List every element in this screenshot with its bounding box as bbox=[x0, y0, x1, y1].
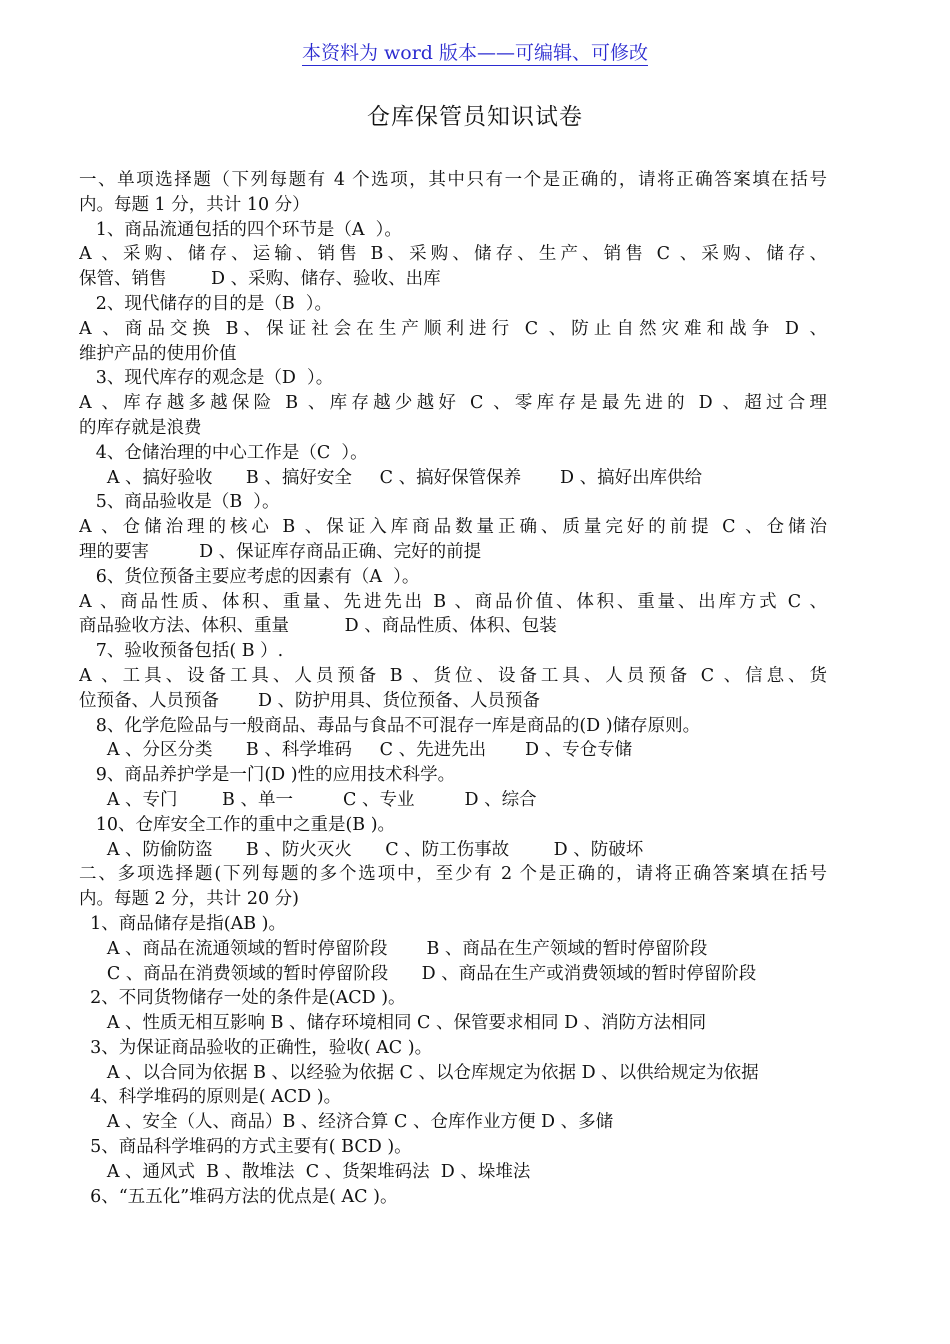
text-line: A 、商品性质、体积、重量、先进先出 B 、商品价值、体积、重量、出库方式 C 、 bbox=[79, 591, 827, 612]
text-line: A 、性质无相互影响 B 、储存环境相同 C 、保管要求相同 D 、消防方法相同 bbox=[79, 1013, 707, 1034]
text-line: 维护产品的使用价值 bbox=[79, 343, 237, 364]
text-line: 5、商品验收是（B ）。 bbox=[79, 492, 280, 513]
text-line: 1、商品储存是指(AB )。 bbox=[79, 913, 286, 934]
text-line: 的库存就是浪费 bbox=[79, 417, 202, 438]
text-line: 8、化学危险品与一般商品、毒品与食品不可混存一库是商品的(D )储存原则。 bbox=[79, 715, 701, 736]
text-line: 4、科学堆码的原则是( ACD )。 bbox=[79, 1087, 342, 1108]
text-line: A 、工具、设备工具、人员预备 B 、货位、设备工具、人员预备 C 、信息、货 bbox=[79, 665, 827, 686]
header-note bbox=[0, 38, 950, 65]
text-line: 理的要害 D 、保证库存商品正确、完好的前提 bbox=[79, 541, 482, 562]
text-line: 6、“五五化”堆码方法的优点是( AC )。 bbox=[79, 1186, 398, 1207]
text-line: 2、现代储存的目的是（B ）。 bbox=[79, 293, 333, 314]
text-line: A 、搞好验收 B 、搞好安全 C 、搞好保管保养 D 、搞好出库供给 bbox=[79, 467, 703, 488]
text-line: 商品验收方法、体积、重量 D 、商品性质、体积、包装 bbox=[79, 616, 557, 637]
text-line: A 、以合同为依据 B 、以经验为依据 C 、以仓库规定为依据 D 、以供给规定为依据 bbox=[79, 1062, 759, 1083]
text-line: 5、商品科学堆码的方式主要有( BCD )。 bbox=[79, 1137, 412, 1158]
text-line: A 、分区分类 B 、科学堆码 C 、先进先出 D 、专仓专储 bbox=[79, 740, 633, 761]
text-line: A 、专门 B 、单一 C 、专业 D 、综合 bbox=[79, 789, 537, 810]
text-line: 2、不同货物储存一处的条件是(ACD )。 bbox=[79, 988, 406, 1009]
text-line: A 、安全（人、商品）B 、经济合算 C 、仓库作业方便 D 、多储 bbox=[79, 1112, 614, 1133]
text-line: 4、仓储治理的中心工作是（C ）。 bbox=[79, 442, 368, 463]
page-title: 仓库保管员知识试卷 bbox=[367, 104, 583, 130]
text-line: 9、商品养护学是一门(D )性的应用技术科学。 bbox=[79, 765, 456, 786]
text-line: 7、验收预备包括( B ）. bbox=[79, 641, 284, 662]
text-line: 位预备、人员预备 D 、防护用具、货位预备、人员预备 bbox=[79, 690, 541, 711]
text-line: 二、多项选择题(下列每题的多个选项中，至少有 2 个是正确的，请将正确答案填在括号 bbox=[79, 864, 827, 885]
text-line: 10、仓库安全工作的重中之重是(B )。 bbox=[79, 814, 396, 835]
text-line: A 、通风式 B 、散堆法 C 、货架堆码法 D 、垛堆法 bbox=[79, 1161, 531, 1182]
document-body bbox=[79, 168, 827, 1209]
text-line: 6、货位预备主要应考虑的因素有（A ）。 bbox=[79, 566, 420, 587]
text-line: C 、商品在消费领域的暂时停留阶段 D 、商品在生产或消费领域的暂时停留阶段 bbox=[79, 963, 757, 984]
text-line: 1、商品流通包括的四个环节是（A ）。 bbox=[79, 219, 402, 240]
text-line: A 、采购、储存、运输、销售 B、采购、储存、生产、销售 C 、采购、储存、 bbox=[79, 244, 827, 265]
header-note-text: 本资料为 word 版本——可编辑、可修改 bbox=[301, 42, 649, 64]
text-line: A 、库存越多越保险 B 、库存越少越好 C 、零库存是最先进的 D 、超过合理 bbox=[79, 393, 827, 414]
text-line: A 、防偷防盗 B 、防火灭火 C 、防工伤事故 D 、防破坏 bbox=[79, 839, 644, 860]
text-line: 内。每题 2 分，共计 20 分) bbox=[79, 889, 299, 910]
text-line: A 、商品在流通领域的暂时停留阶段 B 、商品在生产领域的暂时停留阶段 bbox=[79, 938, 708, 959]
text-line: 3、为保证商品验收的正确性，验收( AC )。 bbox=[79, 1037, 433, 1058]
text-line: 内。每题 1 分，共计 10 分） bbox=[79, 194, 310, 215]
text-line: 保管、销售 D 、采购、储存、验收、出库 bbox=[79, 269, 441, 290]
text-line: 3、现代库存的观念是（D ）。 bbox=[79, 368, 334, 389]
text-line: 一、单项选择题（下列每题有 4 个选项，其中只有一个是正确的，请将正确答案填在括号 bbox=[79, 170, 827, 190]
text-line: A 、商品交换 B、保证社会在生产顺利进行 C 、防止自然灾难和战争 D 、 bbox=[79, 318, 827, 339]
text-line: A 、仓储治理的核心 B 、保证入库商品数量正确、质量完好的前提 C 、仓储治 bbox=[79, 517, 827, 538]
